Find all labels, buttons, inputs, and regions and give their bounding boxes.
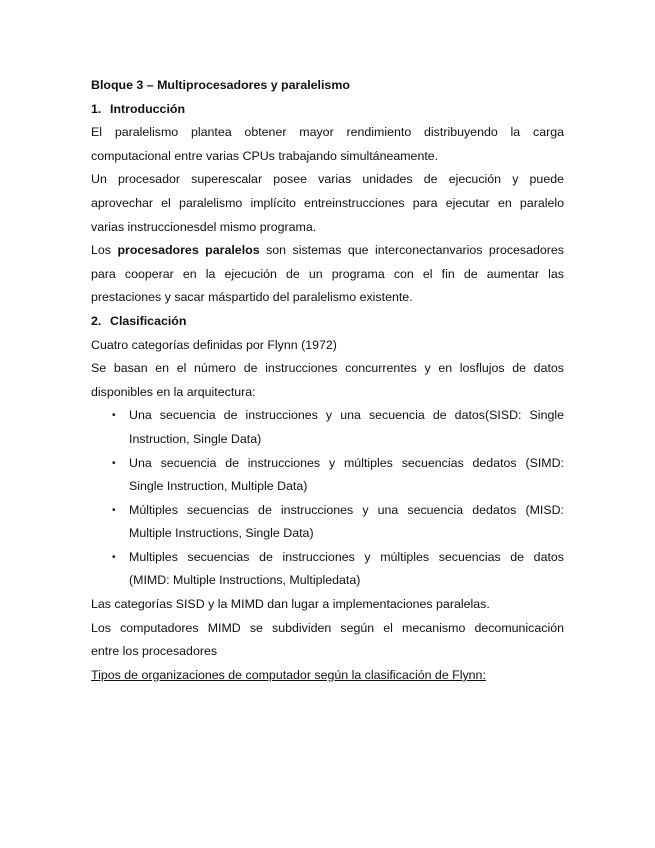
list-item-text: Multiples secuencias de instrucciones y múltiples secuencias de datos [129,549,564,564]
paragraph-line: aprovechar el paralelismo implícito entreinstrucciones para ejecutar en paralelo [91,195,564,210]
section-heading-clasificacion [91,310,564,334]
list-item [91,452,564,499]
paragraph-line: para cooperar en la ejecución de un programa con el fin de aumentar las [91,266,564,281]
bullet-icon: • [112,504,116,516]
bullet-icon: • [112,457,116,469]
bullet-icon: • [112,551,116,563]
section-number: 2. [91,313,102,328]
paragraph-line: Las categorías SISD y la MIMD dan lugar a implementaciones paralelas. [91,597,490,612]
document-body [91,74,564,687]
paragraph-line: entre los procesadores [91,644,218,659]
list-item-line [91,404,564,428]
bullet-icon: • [112,410,116,422]
list-item-line [91,499,564,523]
list-item-line [91,452,564,476]
paragraph-line [91,239,564,263]
flynn-line: Cuatro categorías definidas por Flynn (1972) [91,337,337,352]
list-item-line: Instruction, Single Data) [129,431,262,446]
list-item [91,404,564,451]
paragraph-line: El paralelismo plantea obtener mayor rendimiento distribuyendo la carga [91,125,564,140]
paragraph-line: computacional entre varias CPUs trabajando simultáneamente. [91,148,439,163]
underlined-heading: Tipos de organizaciones de computador según la clasificación de Flynn: [91,667,486,682]
list-item-line [91,546,564,570]
list-item-line: Multiple Instructions, Single Data) [129,526,314,541]
list-item-line: Single Instruction, Multiple Data) [129,479,308,494]
section-number: 1. [91,101,102,116]
section-title: Introducción [110,101,186,116]
bullet-list [91,404,564,593]
text-span: son sistemas que interconectanvarios procesadores [259,243,564,258]
paragraph-line: Un procesador superescalar posee varias unidades de ejecución y puede [91,172,564,187]
section-heading-introduccion [91,98,564,122]
section-title: Clasificación [110,313,187,328]
bold-term: procesadores paralelos [117,243,260,258]
list-item [91,546,564,593]
text-span: Los [91,243,118,258]
paragraph-line: disponibles en la arquitectura: [91,384,256,399]
document-title: Bloque 3 – Multiprocesadores y paralelismo [91,78,350,92]
paragraph-line: Los computadores MIMD se subdividen según el mecanismo decomunicación [91,620,564,635]
paragraph-line: prestaciones y sacar máspartido del paralelismo existente. [91,290,413,305]
list-item-line: (MIMD: Multiple Instructions, Multipledata) [129,573,361,588]
list-item-text: Múltiples secuencias de instrucciones y una secuencia dedatos (MISD: [129,502,564,517]
paragraph-line: Se basan en el número de instrucciones concurrentes y en losflujos de datos [91,361,564,376]
list-item [91,499,564,546]
list-item-text: Una secuencia de instrucciones y una secuencia de datos(SISD: Single [129,408,564,423]
list-item-text: Una secuencia de instrucciones y múltiples secuencias dedatos (SIMD: [129,455,564,470]
paragraph-line: varias instruccionesdel mismo programa. [91,219,317,234]
